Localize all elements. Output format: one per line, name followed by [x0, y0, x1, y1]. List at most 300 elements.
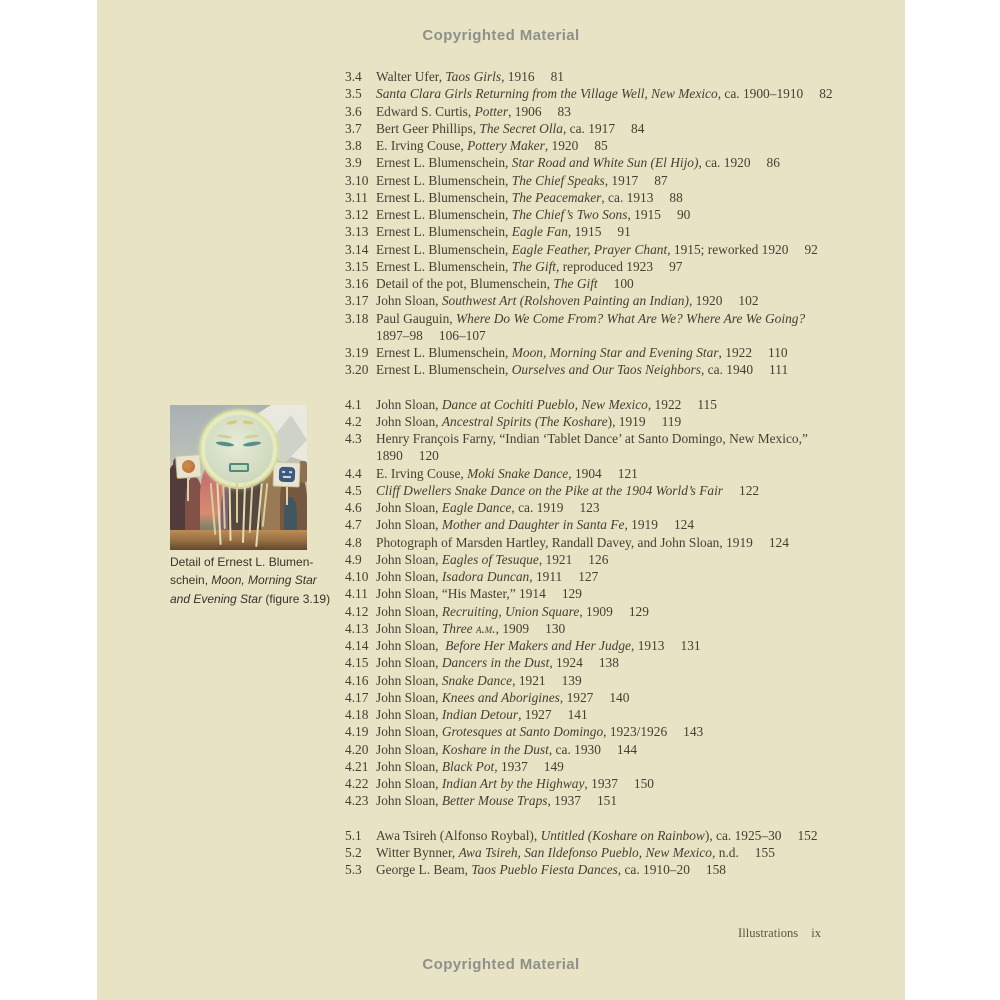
entry-title: Taos Girls [445, 69, 502, 84]
entry-caption [376, 206, 690, 223]
entry-page-number: 126 [588, 551, 609, 567]
entry-text: Detail of the pot, Blumenschein, [376, 276, 554, 291]
entry-title: Dancers in the Dust [441, 655, 550, 671]
entry-page-number: 111 [769, 362, 789, 378]
entry-page-number: 91 [617, 224, 631, 240]
entry-title: Mother and Daughter in Santa Fe [441, 517, 625, 533]
entry-title: The Gift [511, 258, 557, 274]
entry-page-number: 130 [545, 620, 566, 636]
painting-sky [170, 405, 307, 550]
entry-text: , ca. 1917 [562, 120, 616, 136]
toc-entry [345, 792, 885, 809]
entry-text: John Sloan, [376, 776, 442, 791]
figure-number: 3.16 [345, 276, 369, 291]
toc-entry [345, 758, 885, 775]
entry-text: Ernest L. Blumenschein, [376, 224, 512, 240]
entry-page-number: 92 [804, 241, 818, 257]
entry-text: 1890 [376, 448, 403, 464]
painting-banner-pole [187, 477, 189, 501]
toc-entry [345, 827, 885, 844]
entry-caption [376, 68, 564, 85]
figure-number: 4.22 [345, 776, 369, 791]
entry-page-number: 139 [561, 672, 582, 688]
entry-caption [376, 275, 634, 292]
figure-number: 3.14 [345, 241, 369, 257]
toc-entry [345, 275, 885, 292]
entry-text: , 1927 [518, 707, 552, 722]
entry-text: John Sloan, [376, 551, 442, 567]
entry-text: Ernest L. Blumenschein, [376, 189, 512, 205]
entry-caption [376, 327, 486, 344]
entry-text: , ca. 1900–1910 [717, 86, 804, 102]
toc-entry [345, 482, 885, 499]
entry-text: , ca. 1913 [601, 189, 654, 205]
entry-text: Bert Geer Phillips, [376, 120, 480, 136]
fringe-strand [262, 483, 269, 527]
entry-text: (figure 3.19) [262, 591, 331, 606]
entry-text: John Sloan, [376, 672, 442, 688]
entry-text: Ernest L. Blumenschein, [376, 172, 512, 188]
entry-title: Black Pot [441, 758, 495, 774]
painting-banner-face [279, 467, 296, 483]
entry-page-number: 82 [819, 86, 833, 102]
figure-number: 4.19 [345, 724, 369, 740]
entry-caption [376, 292, 759, 309]
entry-page-number: 144 [616, 741, 638, 757]
entry-caption [376, 189, 683, 206]
entry-caption [376, 620, 565, 637]
entry-title: The Gift [553, 276, 598, 291]
toc-entry [345, 172, 885, 189]
entry-page-number: 123 [579, 500, 600, 515]
entry-title: Santa Clara Girls Returning from the Village Well, New Mexico [376, 86, 718, 102]
entry-text: , ca. 1940 [700, 362, 754, 378]
figure-number: 4.20 [345, 741, 369, 757]
entry-text: , 1915 [567, 224, 602, 240]
figure-number: 4.7 [345, 517, 362, 533]
toc-entry [345, 637, 885, 654]
painting-figure-head [298, 461, 307, 483]
entry-page-number: 88 [669, 189, 683, 205]
entry-text: Photograph of Marsden Hartley, Randall Davey, and John Sloan, 1919 [376, 534, 753, 550]
toc-entry [345, 465, 885, 482]
toc-entry [345, 861, 885, 878]
figure-caption [170, 553, 360, 608]
toc-entry [345, 706, 885, 723]
illustration-list [345, 68, 885, 895]
entry-page-number: 86 [766, 155, 780, 171]
entry-text: John Sloan, [376, 655, 442, 671]
entry-page-number: 138 [598, 655, 619, 671]
toc-entry [345, 223, 885, 240]
figure-number: 3.9 [345, 155, 362, 171]
entry-text: , 1916 [501, 69, 535, 84]
toc-entry [345, 585, 885, 602]
entry-title: Taos Pueblo Fiesta Dances [471, 862, 618, 877]
entry-caption [376, 585, 582, 602]
painting-figure-child [284, 497, 297, 535]
entry-text: George L. Beam, [376, 862, 472, 877]
entry-text: , 1927 [559, 689, 594, 705]
painting-figure [261, 462, 288, 535]
entry-text: John Sloan, [376, 741, 442, 757]
entry-text: , 1922 [647, 396, 682, 412]
entry-page-number: 122 [739, 482, 760, 498]
entry-page-number: 115 [697, 396, 717, 412]
entry-page-number: 127 [578, 569, 599, 584]
entry-caption [376, 465, 638, 482]
entry-caption [376, 499, 600, 516]
entry-title: Koshare in the Dust [441, 741, 549, 757]
figure-number: 3.11 [345, 189, 368, 205]
toc-entry [345, 413, 885, 430]
entry-text: E. Irving Couse, [376, 138, 468, 153]
fringe-strand [228, 483, 231, 541]
toc-entry [345, 361, 885, 378]
toc-entry [345, 258, 885, 275]
entry-text: Ernest L. Blumenschein, [376, 241, 512, 257]
entry-title: a.m. [475, 620, 496, 636]
figure-number: 3.19 [345, 345, 369, 360]
entry-title: Eagle Fan [511, 224, 568, 240]
entry-page-number: 110 [768, 345, 788, 360]
entry-caption [376, 396, 717, 413]
entry-page-number: 158 [705, 862, 726, 877]
entry-page-number: 87 [654, 172, 668, 188]
entry-title: Isadora Duncan [441, 569, 530, 584]
running-footer [97, 926, 821, 941]
toc-entry [345, 241, 885, 258]
toc-entry [345, 620, 885, 637]
toc-entry [345, 206, 885, 223]
entry-caption [376, 172, 668, 189]
caption-line [170, 571, 360, 589]
figure-number: 4.1 [345, 396, 362, 412]
entry-title: Indian Art by the Highway [441, 776, 585, 791]
copyright-notice-bottom: Copyrighted Material [422, 956, 580, 973]
figure-number: 4.5 [345, 482, 362, 498]
entry-page-number: 120 [418, 448, 439, 464]
entry-page-number: 106–107 [438, 327, 486, 343]
painting-figure [221, 482, 245, 535]
entry-text: John Sloan, [376, 793, 442, 809]
toc-entry [345, 689, 885, 706]
entry-page-number: 102 [738, 293, 759, 309]
entry-text: , 1920 [688, 293, 723, 309]
toc-entry [345, 654, 885, 671]
entry-title: Untitled (Koshare on Rainbow [540, 827, 705, 843]
entry-title: Indian Detour [441, 707, 519, 722]
entry-page-number: 143 [683, 724, 704, 740]
entry-title: Moon, Morning Star [211, 573, 317, 588]
entry-title: Moon, Morning Star and Evening Star [511, 345, 719, 360]
entry-page-number: 124 [768, 534, 789, 550]
entry-text: John Sloan, [376, 517, 442, 533]
entry-title: The Peacemaker [511, 189, 602, 205]
entry-text: E. Irving Couse, [376, 465, 468, 481]
entry-text: Detail of Ernest L. Blumen- [170, 555, 314, 569]
entry-caption [376, 758, 564, 775]
figure-number: 5.1 [345, 827, 362, 843]
entry-text: Witter Bynner, [376, 844, 459, 860]
figure-number: 3.7 [345, 120, 362, 136]
entry-caption [376, 741, 637, 758]
entry-text: , 1922 [718, 345, 753, 360]
entry-page-number: 97 [669, 258, 683, 274]
fringe-strand [255, 483, 263, 547]
toc-chapter-section [345, 68, 885, 379]
entry-text: , reproduced 1923 [556, 258, 654, 274]
fringe-strand [216, 483, 221, 545]
figure-number: 4.16 [345, 672, 369, 688]
entry-text: , 1923/1926 [603, 724, 668, 740]
figure-number: 3.13 [345, 224, 369, 240]
entry-page-number: 121 [617, 465, 638, 481]
figure-number: 4.21 [345, 758, 369, 774]
entry-title: Grotesques at Santo Domingo [441, 724, 604, 740]
figure-number: 3.5 [345, 86, 362, 102]
painting-moon-face [201, 411, 277, 487]
entry-text: John Sloan, [376, 707, 442, 722]
entry-caption [376, 310, 805, 327]
entry-page-number: 150 [633, 776, 654, 791]
toc-entry [345, 292, 885, 309]
painting-ground [170, 530, 307, 550]
toc-entry [345, 551, 885, 568]
toc-entry [345, 327, 885, 344]
painting-mountain [223, 405, 307, 479]
entry-text: , n.d. [712, 844, 739, 860]
figure-number: 3.8 [345, 138, 362, 153]
toc-entry [345, 120, 885, 137]
entry-title: and Evening Star [170, 591, 263, 606]
entry-page-number: 85 [594, 138, 608, 153]
figure-number: 4.6 [345, 500, 362, 515]
painting-figure [170, 463, 190, 535]
entry-text: , ca. 1919 [511, 500, 564, 515]
entry-page-number: 119 [661, 413, 682, 429]
entry-text: , 1906 [508, 103, 542, 119]
entry-caption [376, 241, 818, 258]
toc-entry [345, 447, 885, 464]
entry-page-number: 100 [613, 276, 634, 291]
figure-number: 4.17 [345, 689, 369, 705]
figure-number [345, 447, 376, 464]
entry-caption [376, 344, 788, 361]
entry-title: Eagles of Tesuque [441, 551, 539, 567]
entry-text: John Sloan, [376, 603, 442, 619]
entry-caption [376, 603, 649, 620]
entry-text: , 1915; reworked 1920 [667, 241, 789, 257]
entry-caption [376, 516, 694, 533]
fringe-strand [210, 483, 217, 535]
entry-page-number: 81 [550, 69, 564, 84]
figure-number: 4.11 [345, 586, 368, 602]
entry-page-number: 151 [596, 793, 618, 809]
entry-caption [376, 430, 808, 447]
entry-page-number: 84 [631, 120, 645, 136]
toc-entry [345, 310, 885, 327]
figure-number: 3.17 [345, 293, 369, 309]
painting-fringe [210, 483, 268, 550]
toc-entry [345, 103, 885, 120]
figure-number [345, 327, 376, 344]
entry-caption [376, 827, 818, 844]
entry-title: Moki Snake Dance [467, 465, 569, 481]
entry-text: Henry François Farny, “Indian ‘Tablet Dance’ at Santo Domingo, New Mexico,” [376, 431, 808, 446]
entry-caption [376, 258, 682, 275]
entry-title: Knees and Aborigines [441, 689, 560, 705]
painting-banner-pole [286, 485, 288, 505]
entry-page-number: 149 [543, 758, 564, 774]
entry-caption [376, 223, 631, 240]
fringe-strand [222, 483, 226, 529]
figure-number: 5.2 [345, 844, 362, 860]
entry-title: Three [441, 620, 476, 636]
entry-text: , 1904 [568, 465, 602, 481]
entry-caption [376, 551, 608, 568]
entry-text: John Sloan, [376, 500, 442, 515]
figure-number: 4.9 [345, 551, 362, 567]
figure-number: 3.18 [345, 310, 369, 326]
entry-text: , 1915 [627, 207, 661, 222]
entry-text: , 1909 [579, 603, 613, 619]
painting-banner-left [175, 454, 202, 479]
entry-text: Awa Tsireh (Alfonso Roybal), [376, 827, 541, 843]
entry-page-number: 131 [680, 638, 701, 653]
entry-title: Cliff Dwellers Snake Dance on the Pike at the 1904 World’s Fair [376, 482, 723, 498]
entry-title: Potter [474, 103, 509, 119]
entry-title: Before Her Makers and Her Judge [445, 638, 632, 653]
entry-text: John Sloan, [376, 638, 446, 653]
entry-text: , 1920 [544, 138, 579, 153]
figure-number: 4.18 [345, 707, 369, 722]
toc-entry [345, 603, 885, 620]
entry-text: John Sloan, [376, 413, 442, 429]
entry-text: , 1937 [494, 758, 528, 774]
entry-caption [376, 706, 588, 723]
entry-page-number: 155 [754, 844, 775, 860]
entry-text: , 1921 [512, 672, 546, 688]
entry-title: Eagle Feather, Prayer Chant [511, 241, 668, 257]
painting-banner-face [182, 460, 196, 474]
toc-chapter-section [345, 827, 885, 879]
entry-text: , ca. 1930 [548, 741, 601, 757]
entry-text: Ernest L. Blumenschein, [376, 362, 512, 378]
entry-text: , 1937 [584, 776, 618, 791]
entry-caption [376, 534, 789, 551]
toc-entry [345, 154, 885, 171]
figure-number: 4.10 [345, 569, 369, 584]
toc-entry [345, 344, 885, 361]
entry-title: Recruiting, Union Square [441, 603, 580, 619]
entry-title: Ancestral Spirits (The Koshare [441, 413, 608, 429]
entry-page-number: 129 [561, 586, 582, 602]
entry-title: The Secret Olla [479, 120, 563, 136]
entry-text: 1897–98 [376, 327, 423, 343]
caption-line [170, 553, 360, 571]
entry-caption [376, 689, 629, 706]
entry-text: Edward S. Curtis, [376, 103, 475, 119]
figure-number: 3.6 [345, 103, 362, 119]
toc-entry [345, 534, 885, 551]
toc-entry [345, 741, 885, 758]
toc-entry [345, 568, 885, 585]
entry-page-number: 152 [797, 827, 818, 843]
entry-title: Ourselves and Our Taos Neighbors [511, 362, 701, 378]
figure-number: 4.3 [345, 431, 362, 446]
entry-caption [376, 672, 582, 689]
entry-text: , ca. 1910–20 [617, 862, 690, 877]
painting-mountain-shadow [267, 415, 307, 465]
entry-caption [376, 861, 726, 878]
entry-title: Where Do We Come From? What Are We? Where Are We Going? [455, 310, 806, 326]
entry-caption [376, 568, 598, 585]
toc-entry [345, 68, 885, 85]
entry-caption [376, 637, 701, 654]
entry-page-number: 129 [628, 603, 649, 619]
figure-number: 3.20 [345, 362, 369, 378]
figure-number: 4.23 [345, 793, 369, 809]
entry-text: ), 1919 [607, 413, 646, 429]
toc-entry [345, 516, 885, 533]
entry-text: schein, [170, 573, 212, 588]
entry-text: , 1921 [538, 551, 573, 567]
entry-caption [376, 413, 681, 430]
entry-title: Dance at Cochiti Pueblo, New Mexico [441, 396, 648, 412]
entry-text: , 1924 [549, 655, 583, 671]
entry-title: Eagle Dance [441, 500, 512, 515]
entry-page-number: 90 [676, 207, 691, 222]
entry-caption [376, 792, 617, 809]
entry-text: , 1911 [529, 569, 563, 584]
entry-text: , 1913 [631, 638, 665, 653]
entry-caption [376, 447, 439, 464]
entry-text: Ernest L. Blumenschein, [376, 207, 512, 222]
entry-text: Ernest L. Blumenschein, [376, 258, 512, 274]
entry-caption [376, 137, 608, 154]
figure-number: 3.4 [345, 69, 362, 84]
entry-title: The Chief’s Two Sons [511, 207, 628, 222]
entry-text: John Sloan, [376, 724, 442, 740]
entry-text: John Sloan, “His Master,” 1914 [376, 586, 546, 602]
entry-title: Southwest Art (Rolshoven Painting an Indian) [441, 293, 689, 309]
toc-chapter-section [345, 396, 885, 810]
entry-title: The Chief Speaks [511, 172, 605, 188]
entry-title: Snake Dance [441, 672, 513, 688]
painting-figure-head [208, 456, 220, 468]
copyright-notice-top: Copyrighted Material [422, 27, 580, 44]
figure-number: 4.15 [345, 655, 369, 671]
entry-text: John Sloan, [376, 396, 442, 412]
entry-title: Star Road and White Sun (El Hijo) [511, 155, 699, 171]
entry-text: John Sloan, [376, 758, 442, 774]
painting-figure-head [173, 457, 184, 469]
entry-page-number: 140 [609, 689, 630, 705]
toc-entry [345, 189, 885, 206]
caption-line [170, 590, 360, 608]
entry-caption [376, 154, 780, 171]
painting-figure [185, 477, 203, 535]
entry-title: Better Mouse Traps [441, 793, 548, 809]
entry-text: Walter Ufer, [376, 69, 446, 84]
toc-entry [345, 844, 885, 861]
entry-caption [376, 361, 788, 378]
entry-caption [376, 85, 833, 102]
figure-number: 4.2 [345, 413, 362, 429]
footer-section-label: Illustrations [738, 926, 799, 940]
figure-number: 4.12 [345, 603, 369, 619]
